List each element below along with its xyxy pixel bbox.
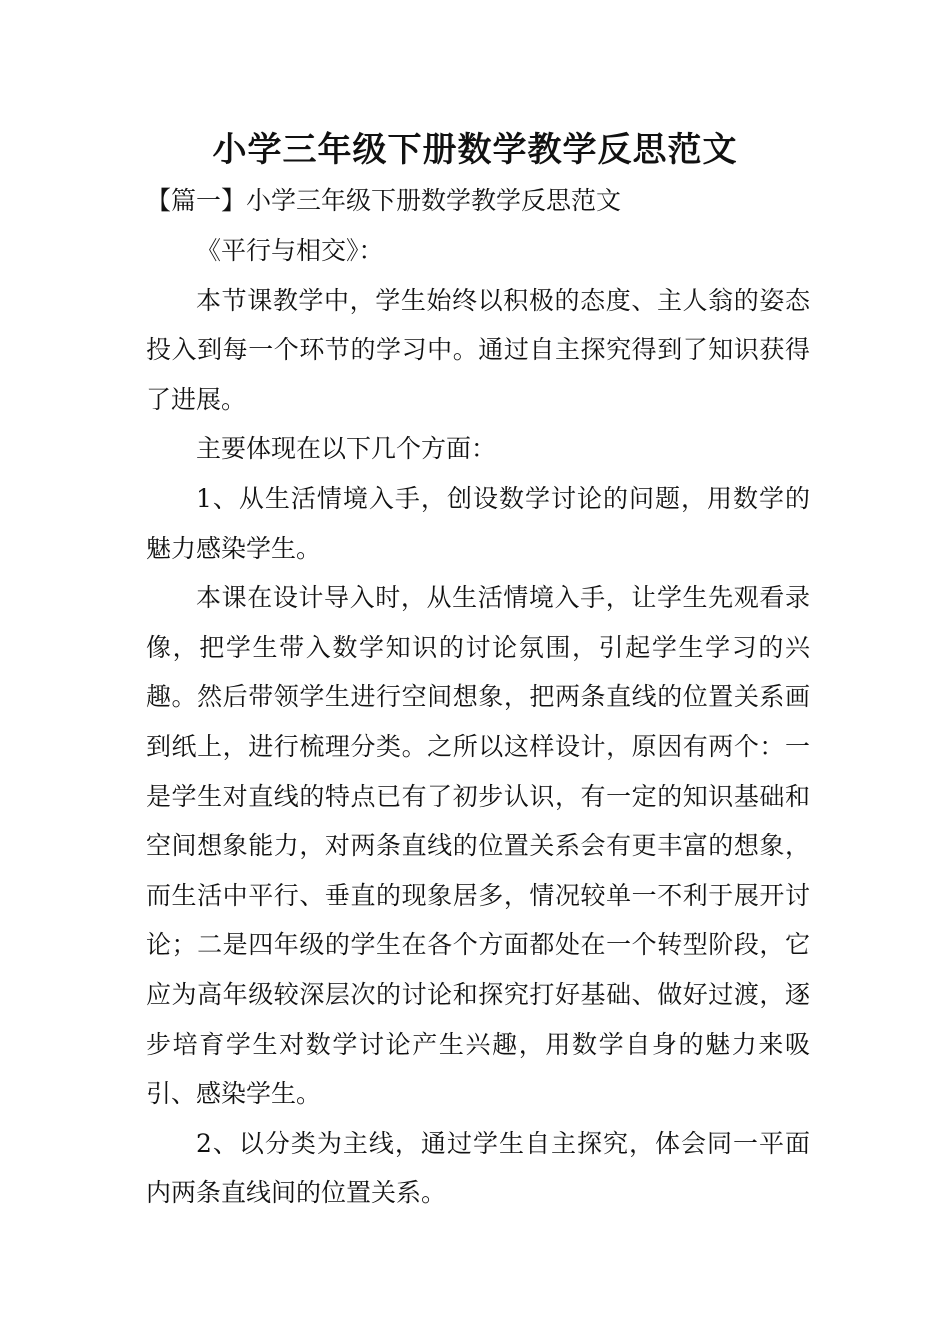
paragraph-point-2: 2、以分类为主线，通过学生自主探究，体会同一平面内两条直线间的位置关系。: [146, 1128, 810, 1208]
section-heading: 【篇一】小学三年级下册数学教学反思范文: [146, 186, 622, 215]
paragraph-lesson-title: 《平行与相交》：: [196, 236, 384, 265]
paragraph: 本课在设计导入时，从生活情境入手，让学生先观看录像，把学生带入数学知识的讨论氛围，引起学生学习的兴趣。然后带领学生进行空间想象，把两条直线的位置关系画到纸上，进行梳理分类。之所以这样设计，原因有两个：一是学生对直线的特点已有了初步认识，有一定的知识基础和空间想象能力，对两条直线的位置关系会有更丰富的想象，而生活中平行、垂直的现象居多，情况较单一不利于展开讨论；二是四年级的学生在各个方面都处在一个转型阶段，它应为高年级较深层次的讨论和探究打好基础、做好过渡，逐步培育学生对数学讨论产生兴趣，用数学自身的魅力来吸引、感染学生。: [146, 583, 810, 1109]
paragraph: 主要体现在以下几个方面：: [196, 434, 497, 464]
document-body: [146, 226, 810, 1218]
paragraph-point-1: 1、从生活情境入手，创设数学讨论的问题，用数学的魅力感染学生。: [146, 483, 810, 563]
document-title: 小学三年级下册数学教学反思范文: [212, 130, 738, 170]
paragraph: 本节课教学中，学生始终以积极的态度、主人翁的姿态投入到每一个环节的学习中。通过自主探究得到了知识获得了进展。: [146, 285, 810, 414]
